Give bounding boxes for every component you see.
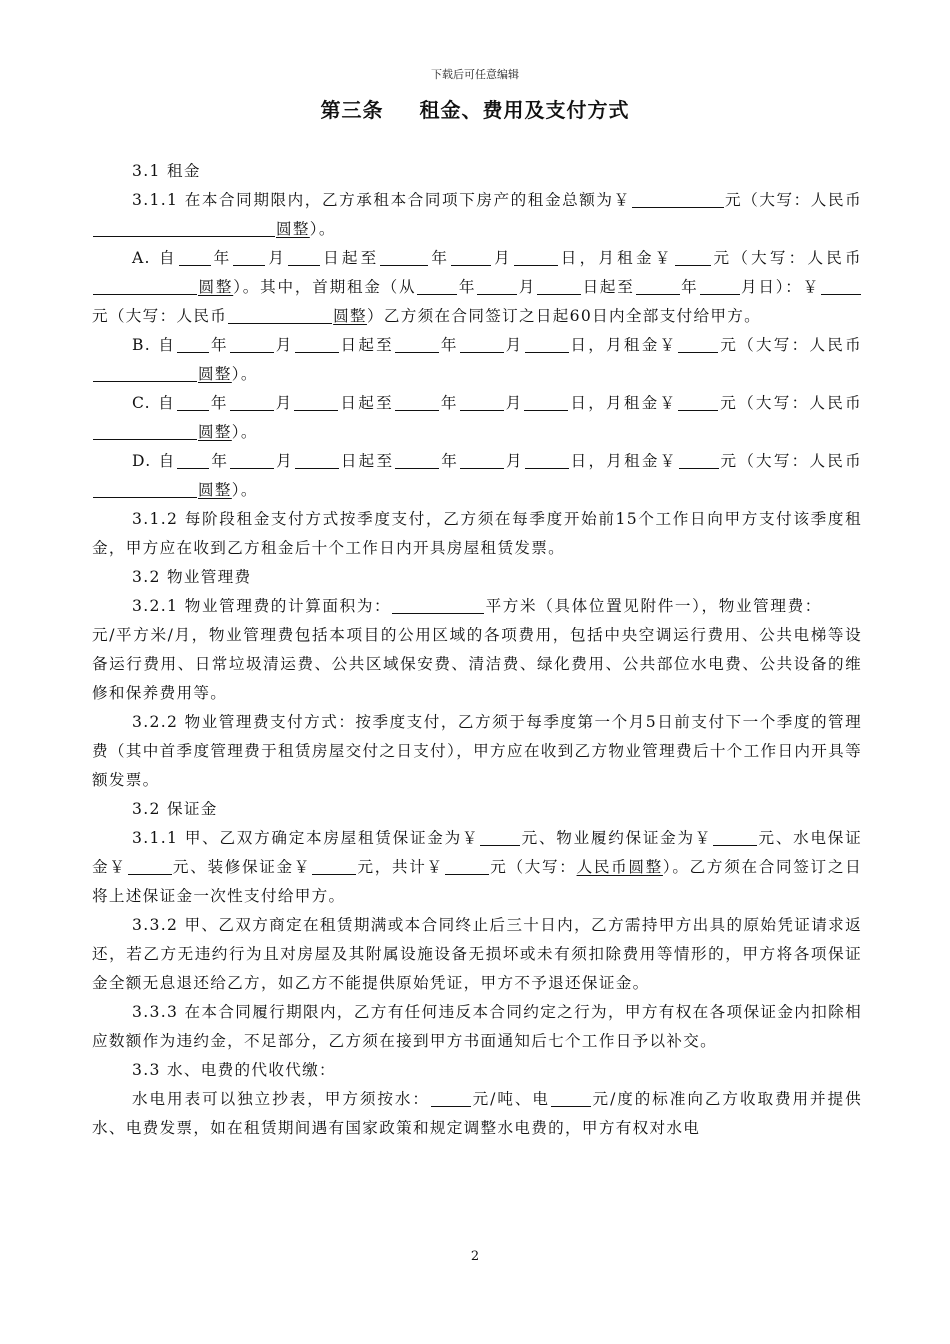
blank[interactable]: [312, 856, 356, 875]
blank[interactable]: [417, 276, 457, 295]
blank[interactable]: [295, 450, 339, 469]
blank[interactable]: [233, 247, 265, 266]
blank[interactable]: [230, 392, 274, 411]
water-rate-blank[interactable]: [431, 1088, 471, 1107]
electric-rate-blank[interactable]: [551, 1088, 591, 1107]
section-title: [0, 94, 950, 123]
blank[interactable]: [537, 276, 581, 295]
blank[interactable]: [460, 450, 504, 469]
blank[interactable]: [295, 334, 339, 353]
blank[interactable]: [514, 247, 558, 266]
blank[interactable]: [700, 276, 740, 295]
section-3-3-heading: 3.3 水、电费的代收代缴：: [132, 1061, 336, 1079]
title-text: 租金、费用及支付方式: [419, 98, 630, 122]
option-c: C. 自 年 月 日起至 年 月 日，月租金￥ 元（大写：人民币圆整）。: [92, 389, 862, 447]
blank[interactable]: [179, 247, 211, 266]
option-b: B. 自 年 月 日起至 年 月 日，月租金￥ 元（大写：人民币圆整）。: [92, 331, 862, 389]
blank[interactable]: [678, 392, 718, 411]
blank[interactable]: [477, 276, 517, 295]
clause-3-1-1: 3.1.1 在本合同期限内，乙方承租本合同项下房产的租金总额为￥ 元（大写：人民币圆整）。: [92, 186, 862, 244]
blank[interactable]: [445, 856, 489, 875]
clause-3-1-2: 3.1.2 每阶段租金支付方式按季度支付，乙方须在每季度开始前15个工作日向甲方支付该季度租金，甲方应在收到乙方租金后十个工作日内开具房屋租赁发票。: [92, 510, 862, 557]
blank[interactable]: [636, 276, 680, 295]
section-deposit-heading: 3.2 保证金: [132, 800, 218, 818]
blank[interactable]: [460, 334, 504, 353]
option-a: A. 自 年 月 日起至 年 月 日，月租金￥ 元（大写：人民币圆整）。其中，首期租金（从 年 月 日起至 年 月日）：￥元（大写：人民币 圆整）乙方须在合同签订之日起60日内全部支付给甲方。: [92, 249, 862, 325]
blank[interactable]: [93, 363, 197, 382]
page-number: 2: [470, 1249, 480, 1264]
blank[interactable]: [525, 450, 569, 469]
clause-3-2-2: 3.2.2 物业管理费支付方式：按季度支付，乙方须于每季度第一个月5日前支付下一个季度的管理费（其中首季度管理费于租赁房屋交付之日支付），甲方应在收到乙方物业管理费后十个工作日内开具等额发票。: [92, 713, 862, 789]
blank[interactable]: [93, 421, 197, 440]
blank[interactable]: [395, 392, 439, 411]
blank[interactable]: [228, 305, 332, 324]
blank[interactable]: [480, 827, 520, 846]
area-blank[interactable]: [392, 595, 484, 614]
total-rent-blank[interactable]: [632, 189, 724, 208]
blank[interactable]: [294, 392, 338, 411]
option-d: D. 自 年 月 日起至 年 月 日，月租金￥ 元（大写：人民币圆整）。: [92, 447, 862, 505]
blank[interactable]: [93, 479, 197, 498]
blank[interactable]: [177, 334, 209, 353]
document-body: [92, 157, 862, 1143]
title-article-number: 第三条: [320, 98, 384, 122]
blank[interactable]: [177, 450, 209, 469]
blank[interactable]: [395, 450, 439, 469]
blank[interactable]: [395, 334, 439, 353]
blank[interactable]: [93, 276, 197, 295]
blank[interactable]: [177, 392, 209, 411]
clause-3-3-3: 3.3.3 在本合同履行期限内，乙方有任何违反本合同约定之行为，甲方有权在各项保证金内扣除相应数额作为违约金，不足部分，乙方须在接到甲方书面通知后七个工作日予以补交。: [92, 1003, 862, 1050]
header-note: 下载后可任意编辑: [431, 68, 519, 81]
blank[interactable]: [128, 856, 172, 875]
blank[interactable]: [713, 827, 757, 846]
total-rent-words-blank[interactable]: [93, 218, 275, 237]
blank[interactable]: [821, 276, 861, 295]
blank[interactable]: [525, 334, 569, 353]
clause-3-3-2: 3.3.2 甲、乙双方商定在租赁期满或本合同终止后三十日内，乙方需持甲方出具的原始凭证请求返还，若乙方无违约行为且对房屋及其附属设施设备无损坏或未有须扣除费用等情形的，甲方将各项保证金全额无息退还给乙方，如乙方不能提供原始凭证，甲方不予退还保证金。: [92, 916, 862, 992]
blank[interactable]: [230, 334, 274, 353]
blank[interactable]: [460, 392, 504, 411]
blank[interactable]: [678, 334, 718, 353]
blank[interactable]: [230, 450, 274, 469]
clause-deposit-3-1-1: 3.1.1 甲、乙双方确定本房屋租赁保证金为￥ 元、物业履约保证金为￥ 元、水电保证金￥ 元、装修保证金￥ 元，共计￥ 元（大写：人民币圆整）。乙方须在合同签订之日将上述保证金一次性支付给甲方。: [92, 829, 862, 905]
blank[interactable]: [524, 392, 568, 411]
blank[interactable]: [679, 450, 719, 469]
section-3-1-heading: 3.1 租金: [132, 162, 201, 180]
section-3-2-heading: 3.2 物业管理费: [132, 568, 252, 586]
blank[interactable]: [675, 247, 711, 266]
clause-3-2-1: 3.2.1 物业管理费的计算面积为： 平方米（具体位置见附件一），物业管理费：元/平方米/月，物业管理费包括本项目的公用区域的各项费用，包括中央空调运行费用、公共电梯等设备运行费用、日常垃圾清运费、公共区域保安费、清洁费、绿化费用、公共部位水电费、公共设备的维修和保养费用等。: [92, 597, 862, 702]
blank[interactable]: [380, 247, 428, 266]
blank[interactable]: [288, 247, 320, 266]
clause-3-3-utilities: 水电用表可以独立抄表，甲方须按水： 元/吨、电 元/度的标准向乙方收取费用并提供水、电费发票，如在租赁期间遇有国家政策和规定调整水电费的，甲方有权对水电: [92, 1090, 862, 1137]
blank[interactable]: [451, 247, 491, 266]
